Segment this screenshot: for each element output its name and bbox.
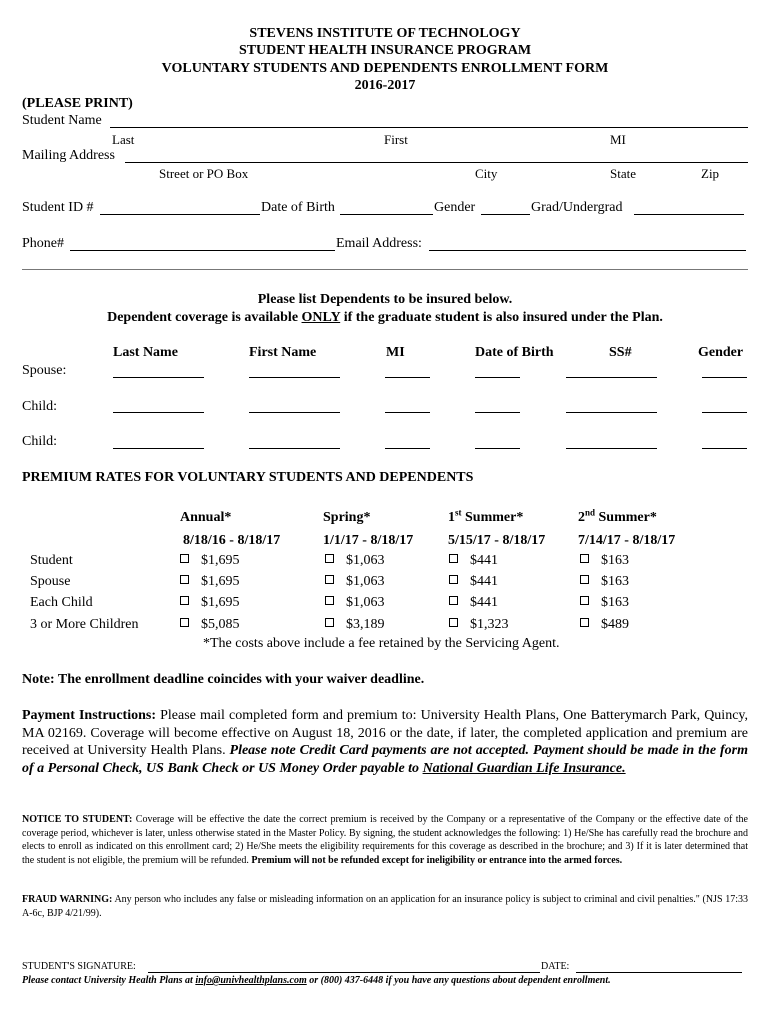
checkbox-icon[interactable] [580,554,589,563]
mailing-address-field[interactable] [125,162,748,163]
rate-spring-option[interactable]: $3,189 [325,617,385,633]
email-field[interactable] [429,250,746,251]
header-year: 2016-2017 [354,78,416,93]
phone-field[interactable] [70,250,335,251]
checkbox-icon[interactable] [580,596,589,605]
checkbox-icon[interactable] [449,618,458,627]
payment-instructions: Payment Instructions: Please mail completed form and premium to: University Health Plans, One Batterymarch Park, Quincy, MA 02169. Coverage will become effective on August 18, 2016 or the date, if later, the completed application and premium are received at University Health Plans. Please note Credit Card payments are not accepted. Payment should be made in the form of a Personal Check, US Bank Check or US Money Order payable to National Guardian Life Insurance. [22,708,748,776]
child-2-ss-field[interactable] [566,448,657,449]
checkbox-icon[interactable] [449,575,458,584]
gender-field[interactable] [481,214,530,215]
child-2-dob-field[interactable] [475,448,520,449]
checkbox-icon[interactable] [580,618,589,627]
spouse-gender-field[interactable] [702,377,747,378]
dob-label: Date of Birth [261,200,335,215]
date-spring: 1/1/17 - 8/18/17 [323,533,414,548]
spouse-dob-field[interactable] [475,377,520,378]
child-1-dob-field[interactable] [475,412,520,413]
phone-label: Phone# [22,236,64,251]
gender-label: Gender [434,200,476,215]
dependents-heading: Please list Dependents to be insured below. [257,292,513,307]
checkbox-icon[interactable] [180,575,189,584]
premium-rates-title: PREMIUM RATES FOR VOLUNTARY STUDENTS AND DEPENDENTS [22,470,474,485]
child-1-last-name-field[interactable] [113,412,204,413]
col-first-name: First Name [249,345,317,360]
please-print: (PLEASE PRINT) [22,96,133,111]
student-id-field[interactable] [100,214,260,215]
rate-row-label: 3 or More Children [30,617,139,632]
rate-spring-option[interactable]: $1,063 [325,553,385,569]
enrollment-deadline-note: Note: The enrollment deadline coincides with your waiver deadline. [22,672,425,687]
child-1-gender-field[interactable] [702,412,747,413]
rate-spring-option[interactable]: $1,063 [325,574,385,590]
student-name-label: Student Name [22,113,102,128]
row-child-1-label: Child: [22,399,58,414]
grad-undergrad-field[interactable] [634,214,744,215]
child-2-last-name-field[interactable] [113,448,204,449]
address-state-caption: State [610,166,636,181]
col-last-name: Last Name [113,345,178,360]
rate-annual-option[interactable]: $5,085 [180,617,240,633]
fraud-warning: FRAUD WARNING: Any person who includes any false or misleading information on an application for an insurance policy is subject to criminal and civil penalties." (NJS 17:33 A-6c, BJP 4/21/99). [22,894,748,919]
child-2-gender-field[interactable] [702,448,747,449]
checkbox-icon[interactable] [180,554,189,563]
checkbox-icon[interactable] [180,596,189,605]
checkbox-icon[interactable] [325,575,334,584]
child-2-first-name-field[interactable] [249,448,340,449]
header-line-3: VOLUNTARY STUDENTS AND DEPENDENTS ENROLLMENT FORM [161,61,609,76]
child-1-first-name-field[interactable] [249,412,340,413]
checkbox-icon[interactable] [325,554,334,563]
signature-date-field[interactable] [576,972,742,973]
rate-summer-2-option[interactable]: $163 [580,553,629,569]
rate-summer-2-option[interactable]: $163 [580,574,629,590]
signature-field[interactable] [148,972,540,973]
signature-label: STUDENT'S SIGNATURE: [22,961,136,972]
dependents-note: Dependent coverage is available ONLY if the graduate student is also insured under the Plan. [107,310,663,325]
col-mi: MI [386,345,405,360]
col-ss: SS# [609,345,632,360]
rate-annual-option[interactable]: $1,695 [180,553,240,569]
rate-row-label: Each Child [30,595,93,610]
student-name-first-caption: First [384,132,408,147]
rate-row-label: Student [30,553,73,568]
date-annual: 8/18/16 - 8/18/17 [183,533,281,548]
address-street-caption: Street or PO Box [159,166,249,181]
rate-summer-1-option[interactable]: $1,323 [449,617,509,633]
student-name-mi-caption: MI [610,132,626,147]
rate-annual-option[interactable]: $1,695 [180,574,240,590]
rate-summer-1-option[interactable]: $441 [449,553,498,569]
date-summer-1: 5/15/17 - 8/18/17 [448,533,546,548]
spouse-first-name-field[interactable] [249,377,340,378]
notice-to-student: NOTICE TO STUDENT: Coverage will be effective the date the correct premium is received by the Company or a representative of the Company or the effective date of the coverage period, whichever is later, unless otherwise stated in the Master Policy. By signing, the student acknowledges the following: 1) He/She has carefully read the brochure and elects to enroll as indicated on this enrollment card; 2) He/She meets the eligibility requirements for this coverage as described in the brochure; and 3) If it is later determined that the student is not eligible, the premium will be refunded. Premium will not be refunded except for ineligibility or entrance into the armed forces. [22,814,748,866]
rate-summer-1-option[interactable]: $441 [449,595,498,611]
rate-spring-option[interactable]: $1,063 [325,595,385,611]
checkbox-icon[interactable] [325,596,334,605]
dob-field[interactable] [340,214,433,215]
section-divider [22,269,748,270]
col-gender: Gender [698,345,744,360]
checkbox-icon[interactable] [580,575,589,584]
col-summer-2: 2nd Summer* [578,507,657,525]
child-1-ss-field[interactable] [566,412,657,413]
child-1-mi-field[interactable] [385,412,430,413]
row-child-2-label: Child: [22,434,58,449]
checkbox-icon[interactable] [449,554,458,563]
checkbox-icon[interactable] [325,618,334,627]
address-city-caption: City [475,166,498,181]
rate-summer-2-option[interactable]: $163 [580,595,629,611]
spouse-last-name-field[interactable] [113,377,204,378]
rate-summer-2-option[interactable]: $489 [580,617,629,633]
rate-row-label: Spouse [30,574,71,589]
row-spouse-label: Spouse: [22,363,67,378]
contact-email-link[interactable]: info@univhealthplans.com [195,975,307,986]
col-date-of-birth: Date of Birth [475,345,554,360]
address-zip-caption: Zip [701,166,720,181]
contact-line: Please contact University Health Plans at info@univhealthplans.com or (800) 437-6448 if you have any questions about dependent enrollment. [22,975,611,986]
email-label: Email Address: [336,236,422,251]
student-name-field[interactable] [110,127,748,128]
child-2-mi-field[interactable] [385,448,430,449]
col-annual: Annual* [180,510,232,525]
checkbox-icon[interactable] [449,596,458,605]
signature-date-label: DATE: [541,961,570,972]
grad-undergrad-label: Grad/Undergrad [531,200,623,215]
col-spring: Spring* [323,510,371,525]
spouse-ss-field[interactable] [566,377,657,378]
student-name-last-caption: Last [112,132,135,147]
checkbox-icon[interactable] [180,618,189,627]
student-id-label: Student ID # [22,200,94,215]
date-summer-2: 7/14/17 - 8/18/17 [578,533,676,548]
premium-footnote: *The costs above include a fee retained by the Servicing Agent. [203,636,560,651]
spouse-mi-field[interactable] [385,377,430,378]
col-summer-1: 1st Summer* [448,507,524,525]
rate-summer-1-option[interactable]: $441 [449,574,498,590]
header-line-1: STEVENS INSTITUTE OF TECHNOLOGY [249,26,521,41]
mailing-address-label: Mailing Address [22,148,115,163]
header-line-2: STUDENT HEALTH INSURANCE PROGRAM [238,43,532,58]
rate-annual-option[interactable]: $1,695 [180,595,240,611]
